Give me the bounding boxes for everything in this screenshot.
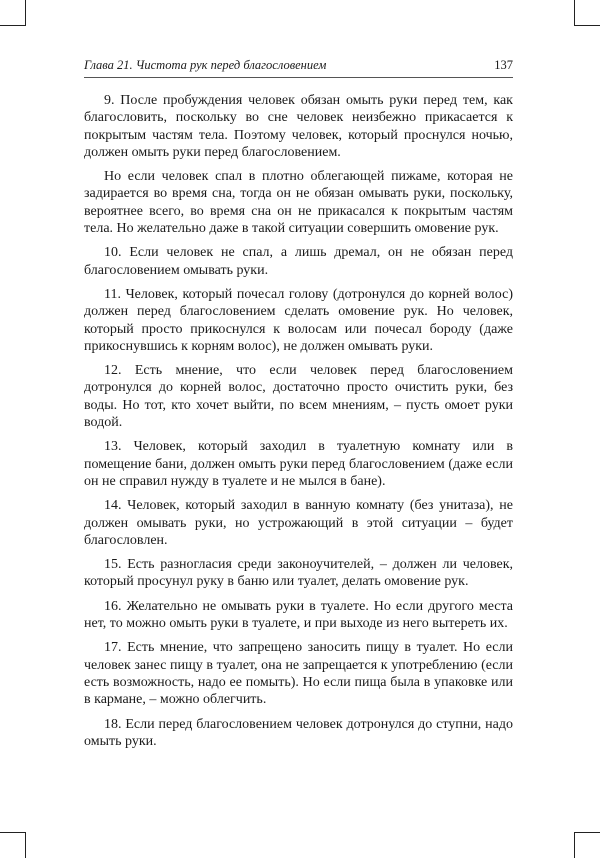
- crop-mark-top-left: [25, 0, 26, 26]
- crop-mark-top-right-h: [574, 25, 600, 26]
- body-text: [84, 92, 513, 757]
- crop-mark-bottom-left: [25, 832, 26, 858]
- running-title: Глава 21. Чистота рук перед благословением: [84, 58, 327, 72]
- page-number: 137: [494, 58, 513, 72]
- paragraph-17: 17. Есть мнение, что запрещено заносить пищу в туалет. Но если человек занес пищу в туалет, она не запрещается к употреблению (если есть возможность, надо ее помыть). Но если пища была в упаковке или в кармане, – можно облегчить.: [84, 640, 513, 708]
- paragraph-9-continued: Но если человек спал в плотно облегающей пижаме, которая не задирается во время сна, тогда он не обязан омывать руки, поскольку, вероятнее всего, во время сна он не прикасался к покрытым частям тела. Но желательно даже в такой ситуации совершить омовение рук.: [84, 169, 513, 237]
- crop-mark-bottom-right: [574, 832, 575, 858]
- paragraph-15: 15. Есть разногласия среди законоучителей, – должен ли человек, который просунул руку в баню или туалет, делать омовение рук.: [84, 557, 513, 590]
- paragraph-12: 12. Есть мнение, что если человек перед благословением дотронулся до корней волос, достаточно просто очистить руки, без воды. Но тот, кто хочет выйти, по всем мнениям, – пусть омоет руки водой.: [84, 363, 513, 431]
- crop-mark-bottom-right-h: [574, 832, 600, 833]
- paragraph-14: 14. Человек, который заходил в ванную комнату (без унитаза), не должен омывать руки, но устрожающий в этой ситуации – будет благословлен.: [84, 498, 513, 548]
- paragraph-18: 18. Если перед благословением человек дотронулся до ступни, надо омыть руки.: [84, 716, 513, 749]
- paragraph-13: 13. Человек, который заходил в туалетную комнату или в помещение бани, должен омыть руки перед благословением (даже если он не справил нужду в туалете и не мылся в бане).: [84, 439, 513, 489]
- paragraph-10: 10. Если человек не спал, а лишь дремал, он не обязан перед благословением омывать руки.: [84, 245, 513, 278]
- crop-mark-top-left-h: [0, 25, 26, 26]
- crop-mark-bottom-left-h: [0, 832, 26, 833]
- running-header: [84, 57, 513, 73]
- paragraph-16: 16. Желательно не омывать руки в туалете. Но если другого места нет, то можно омыть руки в туалете, и при выходе из него вытереть их.: [84, 598, 513, 632]
- paragraph-11: 11. Человек, который почесал голову (дотронулся до корней волос) должен перед благословением сделать омовение рук. Но человек, который просто прикоснулся к волосам или почесал бороду (даже прикоснувшись к корням волос), не должен омывать руки.: [84, 286, 513, 354]
- crop-mark-top-right: [574, 0, 575, 26]
- paragraph-9: 9. После пробуждения человек обязан омыть руки перед тем, как благословить, поскольку во сне человек неизбежно прикасается к покрытым частям тела. Поэтому человек, который проснулся ночью, должен омыть руки перед благословением.: [84, 93, 513, 160]
- header-rule: [84, 77, 513, 78]
